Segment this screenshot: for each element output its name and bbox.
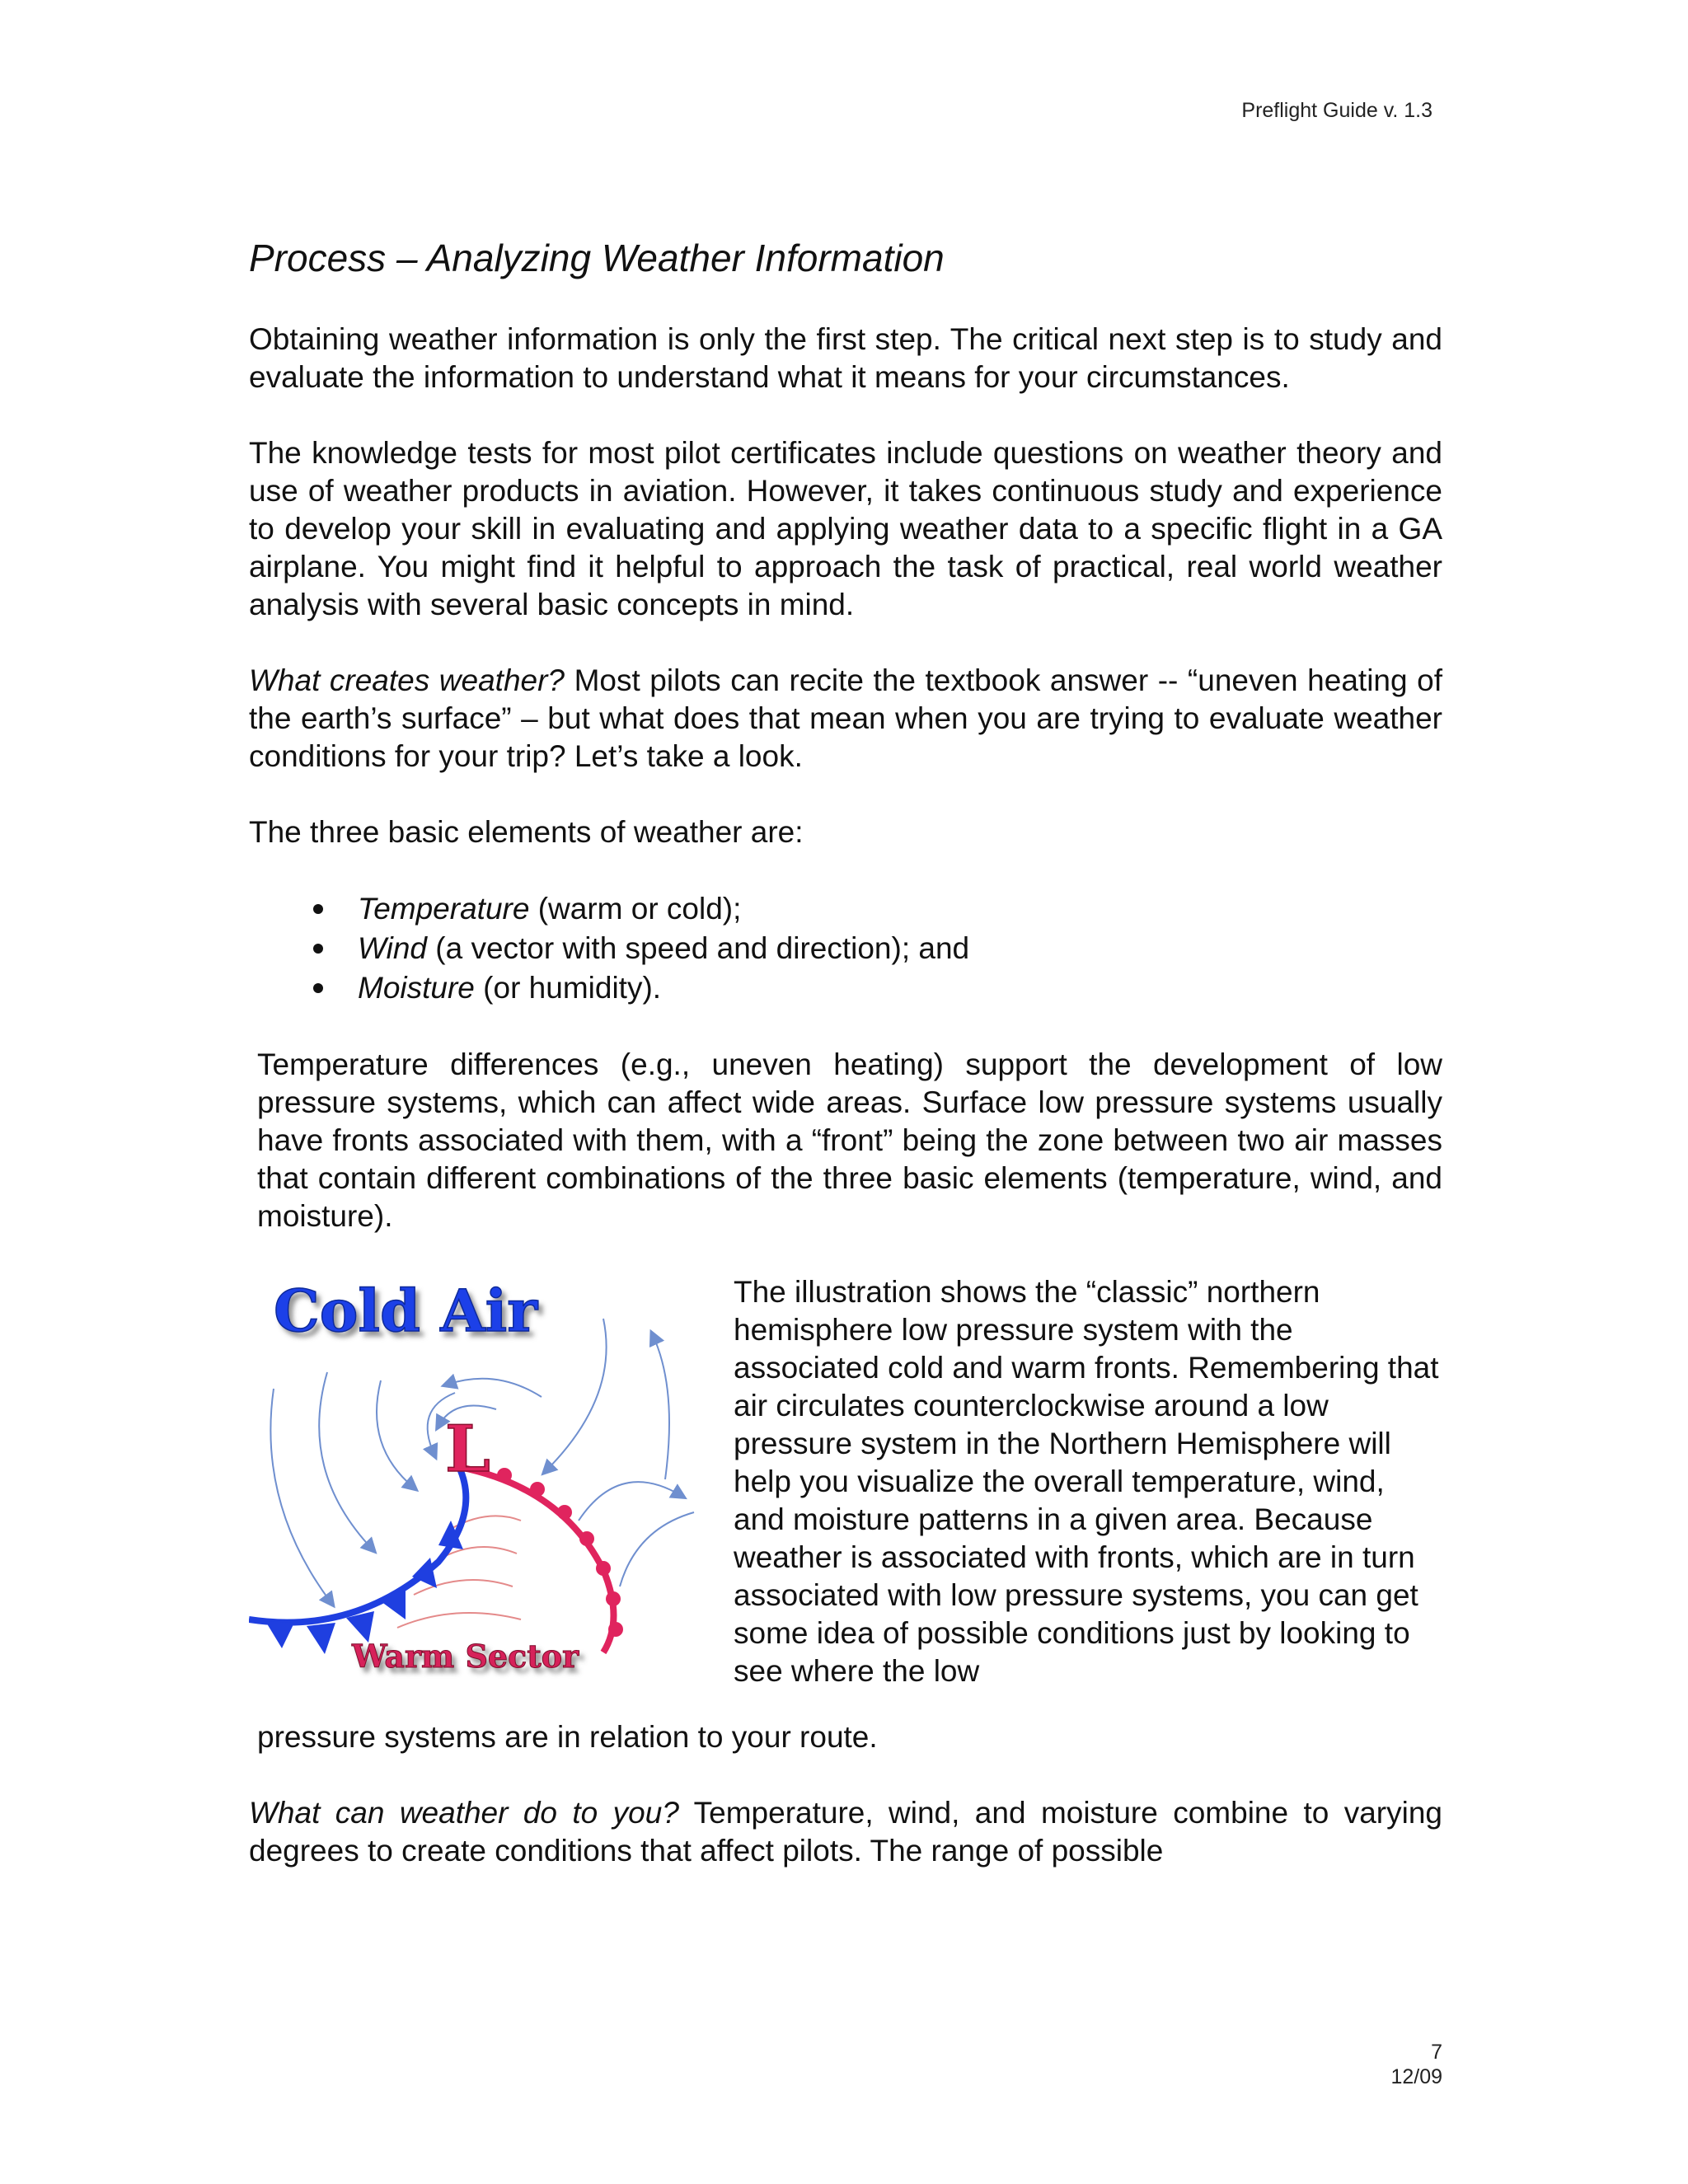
paragraph-obtaining: Obtaining weather information is only the first step. The critical next step is to study and evaluate the information to understand what it means for your circumstances. [249,322,1442,394]
bullet-term: Wind [358,931,427,965]
question-lead: What can weather do to you? [249,1796,679,1830]
bullet-term: Moisture [358,971,475,1005]
bullet-text: (warm or cold); [529,892,742,926]
bullet-text: (a vector with speed and direction); and [426,931,970,965]
bullet-icon [313,983,323,993]
document-version: Preflight Guide v. 1.3 [1241,99,1432,122]
paragraph-knowledge-tests: The knowledge tests for most pilot certificates include questions on weather theory and use of weather products in aviation. However, it takes continuous study and experience to develop your skill in evaluating and applying weather data to a specific flight in a GA airplane. You might find it helpful to approach the task of practical, real world weather analysis with several basic concepts in mind. [249,436,1442,621]
paragraph-three-elements: The three basic elements of weather are: [249,815,804,849]
cold-front [249,1467,466,1654]
page-title: Process – Analyzing Weather Information [249,237,945,279]
cold-air-label: Cold Air [274,1277,538,1345]
low-pressure-label: L [445,1412,490,1487]
question-lead: What creates weather? [249,663,565,697]
page-footer [1390,2040,1442,2089]
warm-front [459,1467,623,1652]
low-pressure-diagram [249,1273,710,1718]
bullet-icon [313,944,323,954]
paragraph-body: Most pilots can recite the textbook answer -- “uneven heating of the earth’s surface” – but what does that mean when you are trying to evaluate weather conditions for your trip? Let’s take a look. [249,663,1442,773]
bullet-icon [313,904,323,914]
bullet-term: Temperature [358,892,530,926]
bullet-text: (or humidity). [474,971,662,1005]
list-item [300,929,1442,968]
page-date: 12/09 [1390,2065,1442,2088]
paragraph-body: Temperature, wind, and moisture combine to varying degrees to create conditions that affect pilots. The range of possible [249,1796,1443,1868]
page-content [249,235,1442,1908]
paragraph-what-creates-weather [249,662,1442,776]
illustration-text-tail: pressure systems are in relation to your route. [257,1720,878,1754]
weather-elements-list [249,889,1442,1008]
illustration-text: The illustration shows the “classic” northern hemisphere low pressure system with the associated cold and warm fronts. Remembering that air circulates counterclockwise around a low pressure system in the Northern Hemisphere will help you visualize the overall temperature, wind, and moisture patterns in a given area. Because weather is associated with fronts, which are in turn associated with low pressure systems, you can get some idea of possible conditions just by looking to see where the low [734,1275,1439,1688]
page-number: 7 [1431,2041,1442,2064]
list-item [300,968,1442,1008]
paragraph-illustration [249,1273,1442,1756]
low-pressure-illustration [249,1273,710,1718]
paragraph-what-can-weather-do [249,1794,1442,1870]
paragraph-temperature-differences: Temperature differences (e.g., uneven heating) support the development of low pressure systems, which can affect wide areas. Surface low pressure systems usually have fronts associated with them, with a “front” being the zone between two air masses that contain different combinations of the three basic elements (temperature, wind, and moisture). [257,1047,1442,1233]
warm-sector-label: Warm Sector [352,1638,579,1675]
list-item [300,889,1442,929]
